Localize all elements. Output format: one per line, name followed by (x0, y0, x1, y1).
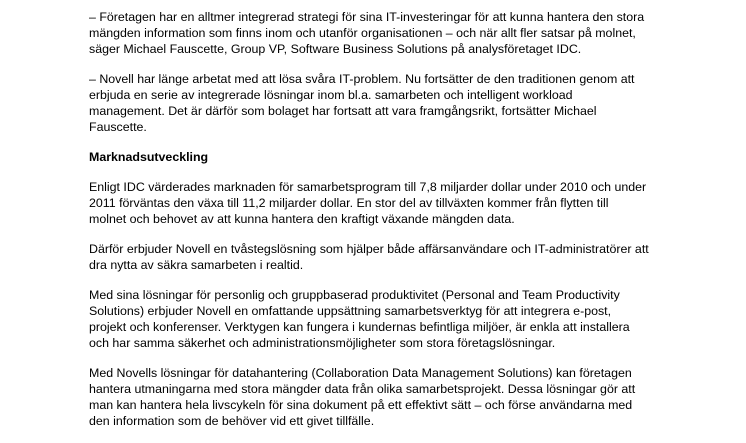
text-line: Med sina lösningar för personlig och gruppbaserad produktivitet (Personal and Team Productivity (89, 288, 620, 302)
text-line: och har samma säkerhet och administrationsmöjligheter som stora företagslösningar. (89, 336, 556, 350)
text-line: projekt och konferenser. Verktygen kan fungera i kundernas befintliga miljöer, är enkla att installera (89, 320, 630, 334)
text-line: Därför erbjuder Novell en tvåstegslösning som hjälper både affärsanvändare och IT-administratörer att (89, 242, 649, 256)
text-line: molnet och behovet av att kunna hantera den kraftigt växande mängden data. (89, 212, 515, 226)
paragraph-productivity-solutions (89, 287, 689, 351)
paragraph-market-value (89, 179, 689, 227)
text-line: hantera utmaningarna med stora mängder data från olika samarbetsprojekt. Dessa lösningar gör att (89, 382, 636, 396)
text-line: management. Det är därför som bolaget har fortsatt att vara framgångsrikt, fortsätter Michael (89, 104, 597, 118)
text-line: man kan hantera hela livscykeln för sina dokument på ett effektivt sätt – och förse användarna med (89, 398, 633, 412)
text-line: – Novell har länge arbetat med att lösa svåra IT-problem. Nu fortsätter de den traditionen genom att (89, 72, 635, 86)
text-line: Med Novells lösningar för datahantering (Collaboration Data Management Solutions) kan företagen (89, 366, 632, 380)
text-line: säger Michael Fauscette, Group VP, Software Business Solutions på analysföretaget IDC. (89, 42, 582, 56)
text-line: Enligt IDC värderades marknaden för samarbetsprogram till 7,8 miljarder dollar under 2010 och under (89, 180, 647, 194)
paragraph-quote-novell (89, 71, 689, 135)
paragraph-two-step-solution (89, 241, 689, 273)
document-body (89, 9, 689, 443)
paragraph-quote-idc (89, 9, 689, 57)
text-line: Solutions) erbjuder Novell en omfattande uppsättning samarbetsverktyg för att integrera e-post, (89, 304, 612, 318)
text-line: mängden information som finns inom och utanför organisationen – och när allt fler satsar på molnet, (89, 26, 636, 40)
text-line: 2011 förväntas den växa till 11,2 miljarder dollar. En stor del av tillväxten kommer från flytten till (89, 196, 609, 210)
text-line: den information som de behöver vid ett givet tillfälle. (89, 414, 375, 428)
text-line: – Företagen har en alltmer integrerad strategi för sina IT-investeringar för att kunna hantera den stora (89, 10, 645, 24)
text-line: dra nytta av säkra samarbeten i realtid. (89, 258, 304, 272)
paragraph-data-management (89, 365, 689, 429)
text-line: erbjuda en serie av integrerade lösningar inom bl.a. samarbeten och intelligent workload (89, 88, 573, 102)
section-heading: Marknadsutveckling (89, 150, 209, 164)
text-line: Fauscette. (89, 120, 147, 134)
